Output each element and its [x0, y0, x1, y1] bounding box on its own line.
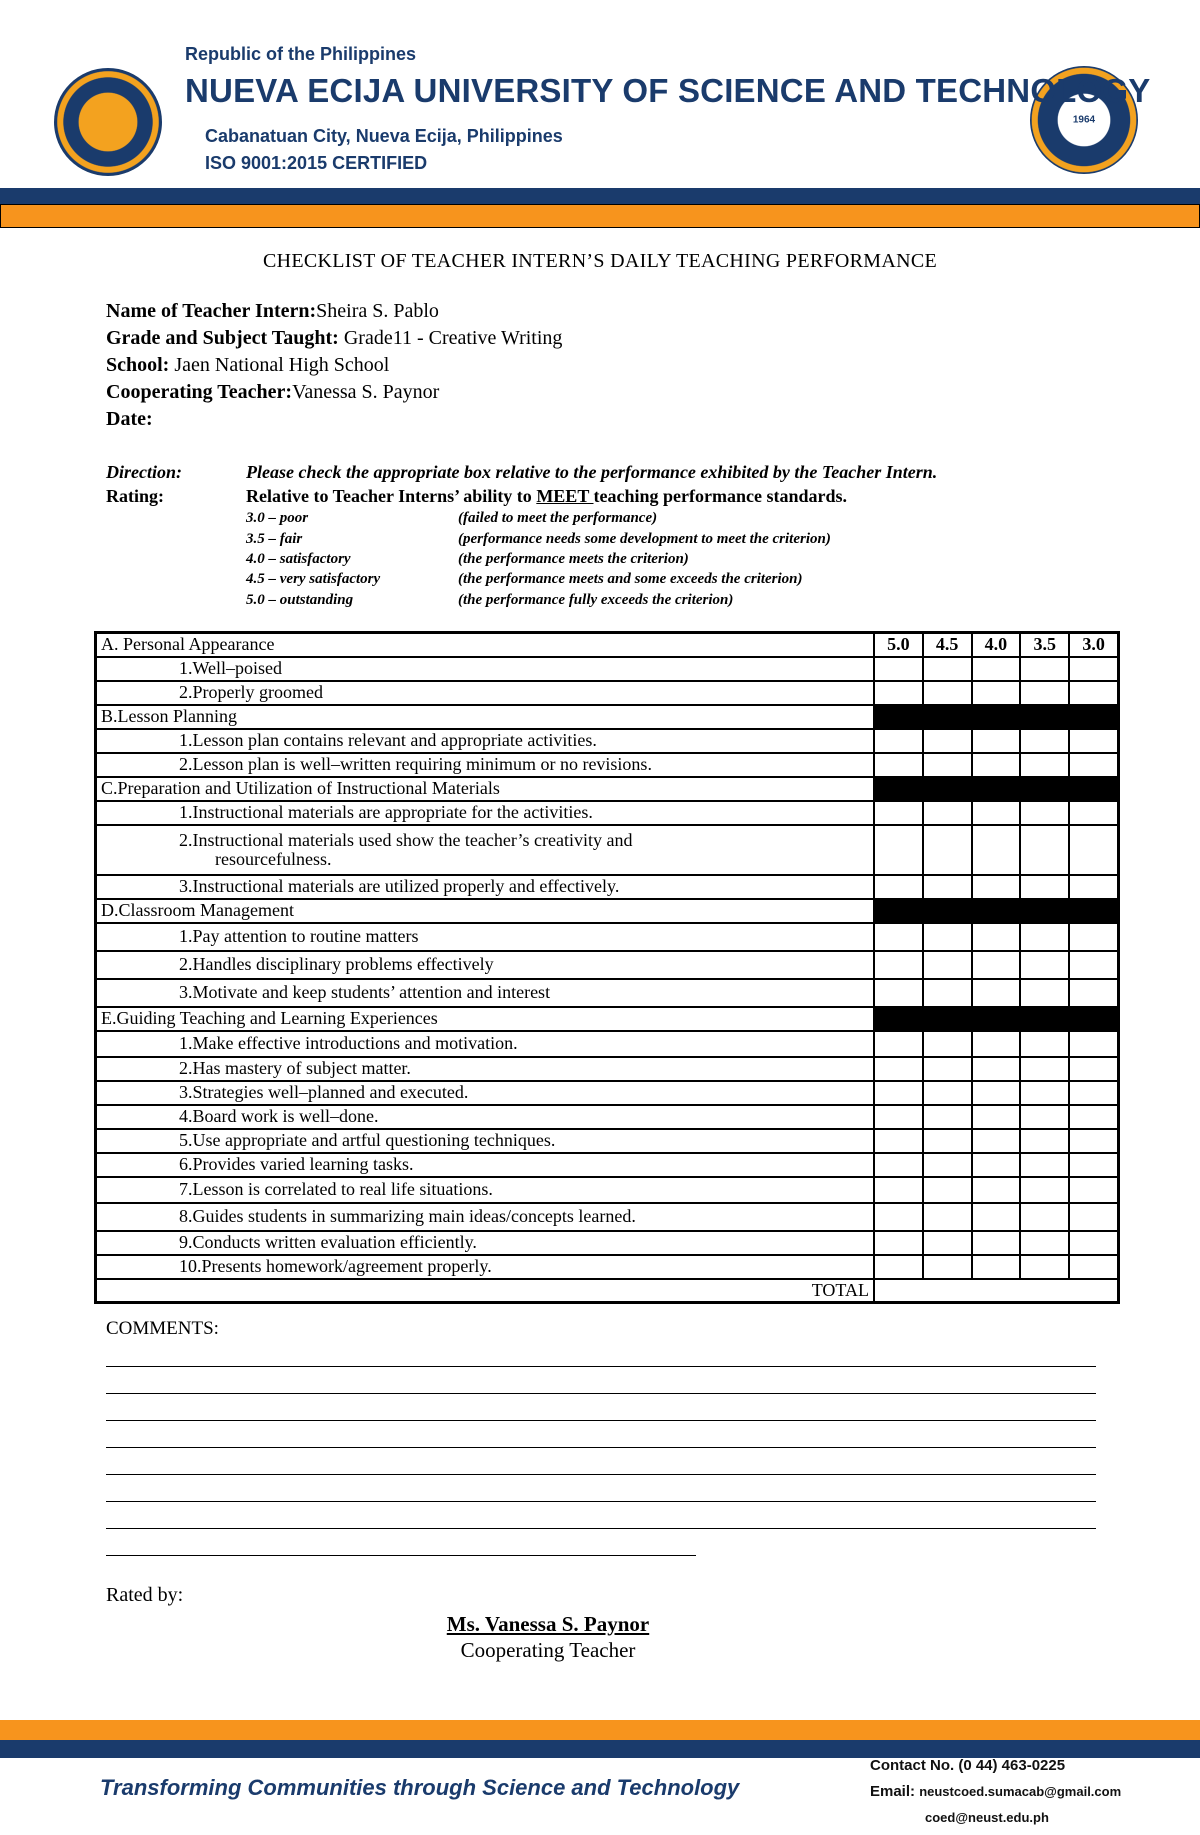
- score-checkbox[interactable]: [874, 1129, 923, 1153]
- criterion-label: 2.Lesson plan is well–written requiring minimum or no revisions.: [96, 753, 874, 777]
- score-checkbox[interactable]: [1069, 979, 1118, 1007]
- score-checkbox[interactable]: [1020, 1153, 1069, 1177]
- section-header-row: [96, 705, 1119, 729]
- score-checkbox[interactable]: [923, 801, 972, 825]
- section-blackout: [874, 705, 1119, 729]
- criterion-label: 1.Instructional materials are appropriate for the activities.: [96, 801, 874, 825]
- university-name: NUEVA ECIJA UNIVERSITY OF SCIENCE AND TECHNOLOGY: [185, 72, 1151, 109]
- footer-navy-band: [0, 1740, 1200, 1758]
- direction-label: Direction:: [106, 462, 182, 482]
- letterhead: [0, 0, 1200, 235]
- score-checkbox[interactable]: [972, 1231, 1021, 1255]
- section-title: C.Preparation and Utilization of Instructional Materials: [96, 777, 874, 801]
- email-label: Email:: [870, 1783, 916, 1800]
- score-checkbox[interactable]: [923, 1129, 972, 1153]
- score-checkbox[interactable]: [874, 951, 923, 979]
- score-checkbox[interactable]: [972, 681, 1021, 705]
- criterion-label: 3.Strategies well–planned and executed.: [96, 1081, 874, 1105]
- criterion-label: 2.Handles disciplinary problems effectively: [96, 951, 874, 979]
- score-checkbox[interactable]: [1069, 1031, 1118, 1057]
- criterion-label: 4.Board work is well–done.: [96, 1105, 874, 1129]
- footer-tagline: Transforming Communities through Science and Technology: [100, 1775, 740, 1800]
- criterion-label: [96, 825, 874, 875]
- score-checkbox[interactable]: [874, 1231, 923, 1255]
- score-checkbox[interactable]: [1020, 729, 1069, 753]
- score-checkbox[interactable]: [1020, 681, 1069, 705]
- total-row: [96, 1279, 1119, 1303]
- date-label: Date:: [106, 408, 153, 430]
- section-blackout: [874, 899, 1119, 923]
- score-checkbox[interactable]: [923, 1031, 972, 1057]
- score-checkbox[interactable]: [1069, 1203, 1118, 1231]
- school-label: School:: [106, 354, 170, 376]
- criterion-label: 1.Well–poised: [96, 657, 874, 681]
- score-checkbox[interactable]: [874, 1081, 923, 1105]
- section-title: B.Lesson Planning: [96, 705, 874, 729]
- republic-label: Republic of the Philippines: [185, 44, 417, 64]
- rating-text-end: teaching performance standards.: [593, 486, 847, 506]
- document-title: CHECKLIST OF TEACHER INTERN’S DAILY TEACHING PERFORMANCE: [262, 250, 938, 272]
- grade-subject-label: Grade and Subject Taught:: [106, 327, 339, 349]
- score-checkbox[interactable]: [1069, 1105, 1118, 1129]
- criterion-label: 7.Lesson is correlated to real life situations.: [96, 1177, 874, 1203]
- cooperating-teacher-label: Cooperating Teacher:: [106, 381, 293, 403]
- criterion-row: [96, 1031, 1119, 1057]
- score-header: 4.0: [972, 633, 1021, 657]
- criterion-label: 2.Has mastery of subject matter.: [96, 1057, 874, 1081]
- score-checkbox[interactable]: [923, 1153, 972, 1177]
- score-checkbox[interactable]: [1020, 1255, 1069, 1279]
- section-blackout: [874, 777, 1119, 801]
- university-address: Cabanatuan City, Nueva Ecija, Philippines: [205, 126, 563, 146]
- section-title: D.Classroom Management: [96, 899, 874, 923]
- rating-text-meet: MEET: [536, 486, 594, 506]
- school-value: Jaen National High School: [169, 354, 390, 376]
- score-checkbox[interactable]: [923, 1105, 972, 1129]
- performance-checklist-table: [94, 631, 1120, 1304]
- scale-score: 3.0 – poor: [246, 510, 309, 526]
- score-checkbox[interactable]: [923, 1081, 972, 1105]
- score-checkbox[interactable]: [874, 681, 923, 705]
- score-checkbox[interactable]: [972, 1081, 1021, 1105]
- score-checkbox[interactable]: [972, 1057, 1021, 1081]
- score-checkbox[interactable]: [923, 1255, 972, 1279]
- score-checkbox[interactable]: [972, 729, 1021, 753]
- comment-line[interactable]: [106, 1420, 1096, 1421]
- intern-name-label: Name of Teacher Intern:: [106, 300, 317, 322]
- score-checkbox[interactable]: [874, 1255, 923, 1279]
- score-checkbox[interactable]: [874, 801, 923, 825]
- intern-name-row: [106, 300, 439, 323]
- rater-name: Ms. Vanessa S. Paynor: [446, 1612, 650, 1636]
- intern-name-value: Sheira S. Pablo: [316, 300, 439, 322]
- comment-line[interactable]: [106, 1501, 1096, 1502]
- section-header-row: [96, 777, 1119, 801]
- criterion-label: 3.Motivate and keep students’ attention and interest: [96, 979, 874, 1007]
- score-checkbox[interactable]: [1020, 979, 1069, 1007]
- score-checkbox[interactable]: [923, 753, 972, 777]
- score-checkbox[interactable]: [874, 657, 923, 681]
- school-row: [106, 354, 389, 377]
- score-checkbox[interactable]: [972, 1031, 1021, 1057]
- score-checkbox[interactable]: [874, 923, 923, 951]
- criterion-label: 3.Instructional materials are utilized properly and effectively.: [96, 875, 874, 899]
- score-checkbox[interactable]: [1069, 1129, 1118, 1153]
- criterion-row: [96, 1057, 1119, 1081]
- score-checkbox[interactable]: [923, 825, 972, 875]
- section-title: A. Personal Appearance: [96, 633, 874, 657]
- date-row: [106, 408, 153, 431]
- rater-role: Cooperating Teacher: [460, 1638, 636, 1662]
- email-row: [870, 1783, 1121, 1800]
- score-checkbox[interactable]: [1069, 681, 1118, 705]
- scale-desc: (performance needs some development to meet the criterion): [458, 531, 831, 547]
- total-value-cell[interactable]: [874, 1279, 1119, 1303]
- criterion-label: 5.Use appropriate and artful questioning techniques.: [96, 1129, 874, 1153]
- score-checkbox[interactable]: [874, 1105, 923, 1129]
- scale-score: 5.0 – outstanding: [246, 592, 354, 608]
- score-checkbox[interactable]: [874, 729, 923, 753]
- score-checkbox[interactable]: [1069, 1153, 1118, 1177]
- score-checkbox[interactable]: [972, 875, 1021, 899]
- rated-by-label: Rated by:: [106, 1584, 184, 1606]
- score-checkbox[interactable]: [874, 1153, 923, 1177]
- score-checkbox[interactable]: [874, 825, 923, 875]
- score-checkbox[interactable]: [1020, 1105, 1069, 1129]
- score-checkbox[interactable]: [923, 681, 972, 705]
- criterion-row: [96, 657, 1119, 681]
- score-checkbox[interactable]: [972, 923, 1021, 951]
- score-checkbox[interactable]: [1069, 729, 1118, 753]
- criterion-label: 6.Provides varied learning tasks.: [96, 1153, 874, 1177]
- score-checkbox[interactable]: [874, 1177, 923, 1203]
- comment-line[interactable]: [106, 1555, 696, 1556]
- criterion-label: 1.Lesson plan contains relevant and appropriate activities.: [96, 729, 874, 753]
- score-checkbox[interactable]: [874, 1203, 923, 1231]
- score-checkbox[interactable]: [923, 1057, 972, 1081]
- criterion-row: [96, 801, 1119, 825]
- score-checkbox[interactable]: [972, 753, 1021, 777]
- scale-desc: (the performance meets and some exceeds the criterion): [458, 571, 803, 587]
- score-checkbox[interactable]: [923, 979, 972, 1007]
- contact-number: Contact No. (0 44) 463-0225: [870, 1757, 1066, 1774]
- comment-line[interactable]: [106, 1366, 1096, 1367]
- score-checkbox[interactable]: [972, 1129, 1021, 1153]
- score-checkbox[interactable]: [1020, 923, 1069, 951]
- email-primary[interactable]: neustcoed.sumacab@gmail.com: [919, 1784, 1122, 1799]
- score-checkbox[interactable]: [1069, 1177, 1118, 1203]
- score-checkbox[interactable]: [1020, 951, 1069, 979]
- score-checkbox[interactable]: [923, 729, 972, 753]
- header-navy-band: [0, 188, 1200, 204]
- score-checkbox[interactable]: [923, 1231, 972, 1255]
- score-header: 3.0: [1069, 633, 1118, 657]
- score-checkbox[interactable]: [874, 753, 923, 777]
- criterion-row: [96, 1203, 1119, 1231]
- score-checkbox[interactable]: [923, 1177, 972, 1203]
- scale-desc: (the performance meets the criterion): [458, 551, 689, 567]
- score-checkbox[interactable]: [1069, 1231, 1118, 1255]
- score-checkbox[interactable]: [972, 1153, 1021, 1177]
- score-checkbox[interactable]: [874, 1031, 923, 1057]
- score-checkbox[interactable]: [972, 1203, 1021, 1231]
- score-checkbox[interactable]: [874, 875, 923, 899]
- score-checkbox[interactable]: [1020, 1031, 1069, 1057]
- criterion-label: 1.Pay attention to routine matters: [96, 923, 874, 951]
- criterion-row: [96, 923, 1119, 951]
- criterion-row: [96, 1255, 1119, 1279]
- score-checkbox[interactable]: [1020, 825, 1069, 875]
- score-checkbox[interactable]: [1020, 1203, 1069, 1231]
- comment-line[interactable]: [106, 1393, 1096, 1394]
- grade-subject-value: Grade11 - Creative Writing: [338, 327, 563, 349]
- cooperating-teacher-value: Vanessa S. Paynor: [292, 381, 440, 403]
- score-checkbox[interactable]: [972, 1255, 1021, 1279]
- score-checkbox[interactable]: [1069, 951, 1118, 979]
- email-secondary[interactable]: coed@neust.edu.ph: [925, 1810, 1049, 1825]
- criterion-row: [96, 1081, 1119, 1105]
- criterion-row: [96, 1105, 1119, 1129]
- score-checkbox[interactable]: [1069, 753, 1118, 777]
- direction-text: Please check the appropriate box relative to the performance exhibited by the Teacher Intern.: [246, 462, 938, 482]
- criterion-label: 10.Presents homework/agreement properly.: [96, 1255, 874, 1279]
- criterion-row: [96, 753, 1119, 777]
- score-checkbox[interactable]: [1020, 801, 1069, 825]
- criterion-label-line: resourcefulness.: [215, 848, 332, 869]
- score-checkbox[interactable]: [874, 1057, 923, 1081]
- score-checkbox[interactable]: [1069, 801, 1118, 825]
- iso-certification: ISO 9001:2015 CERTIFIED: [205, 153, 428, 173]
- section-header-row: [96, 899, 1119, 923]
- score-checkbox[interactable]: [1020, 753, 1069, 777]
- score-checkbox[interactable]: [923, 1203, 972, 1231]
- score-checkbox[interactable]: [1020, 875, 1069, 899]
- score-checkbox[interactable]: [1020, 1177, 1069, 1203]
- scale-score: 4.5 – very satisfactory: [246, 571, 381, 587]
- criterion-row: [96, 979, 1119, 1007]
- score-checkbox[interactable]: [1069, 1255, 1118, 1279]
- scale-desc: (the performance fully exceeds the criterion): [458, 592, 734, 608]
- score-checkbox[interactable]: [874, 979, 923, 1007]
- criterion-row: [96, 825, 1119, 875]
- criterion-row: [96, 875, 1119, 899]
- criterion-row: [96, 1231, 1119, 1255]
- seal-year: 1964: [1072, 114, 1096, 126]
- comment-line[interactable]: [106, 1447, 1096, 1448]
- comment-line[interactable]: [106, 1528, 1096, 1529]
- score-checkbox[interactable]: [972, 801, 1021, 825]
- criterion-row: [96, 681, 1119, 705]
- section-title: E.Guiding Teaching and Learning Experiences: [96, 1007, 874, 1031]
- score-checkbox[interactable]: [1069, 825, 1118, 875]
- university-seal-icon: [54, 68, 162, 176]
- criterion-row: [96, 729, 1119, 753]
- rating-label: Rating:: [106, 486, 164, 506]
- score-checkbox[interactable]: [1020, 1081, 1069, 1105]
- section-header-row: [96, 633, 1119, 657]
- score-checkbox[interactable]: [972, 1177, 1021, 1203]
- criterion-label: 9.Conducts written evaluation efficiently.: [96, 1231, 874, 1255]
- score-checkbox[interactable]: [972, 951, 1021, 979]
- score-checkbox[interactable]: [923, 657, 972, 681]
- criterion-label: 1.Make effective introductions and motivation.: [96, 1031, 874, 1057]
- criterion-label-line: 2.Instructional materials used show the teacher’s creativity and: [179, 829, 633, 850]
- score-checkbox[interactable]: [1069, 1081, 1118, 1105]
- score-header: 4.5: [923, 633, 972, 657]
- score-checkbox[interactable]: [923, 923, 972, 951]
- cooperating-teacher-row: [106, 381, 439, 404]
- score-header: 5.0: [874, 633, 923, 657]
- score-checkbox[interactable]: [1069, 923, 1118, 951]
- criterion-label: 2.Properly groomed: [96, 681, 874, 705]
- score-checkbox[interactable]: [972, 979, 1021, 1007]
- scale-score: 3.5 – fair: [246, 531, 303, 547]
- score-checkbox[interactable]: [1020, 657, 1069, 681]
- score-checkbox[interactable]: [1020, 1129, 1069, 1153]
- total-label: TOTAL: [96, 1279, 874, 1303]
- score-checkbox[interactable]: [972, 825, 1021, 875]
- criterion-row: [96, 1129, 1119, 1153]
- section-blackout: [874, 1007, 1119, 1031]
- score-checkbox[interactable]: [972, 1105, 1021, 1129]
- score-checkbox[interactable]: [923, 875, 972, 899]
- score-checkbox[interactable]: [1069, 1057, 1118, 1081]
- rating-text-start: Relative to Teacher Interns’ ability to: [246, 486, 537, 506]
- comments-label: COMMENTS:: [106, 1318, 219, 1339]
- footer-orange-band: [0, 1720, 1200, 1740]
- rating-text: [246, 486, 847, 507]
- criterion-row: [96, 951, 1119, 979]
- criterion-label: 8.Guides students in summarizing main ideas/concepts learned.: [96, 1203, 874, 1231]
- score-checkbox[interactable]: [1069, 875, 1118, 899]
- criterion-row: [96, 1153, 1119, 1177]
- header-orange-band: [0, 204, 1200, 228]
- scale-desc: (failed to meet the performance): [458, 510, 658, 526]
- score-checkbox[interactable]: [1020, 1057, 1069, 1081]
- scale-score: 4.0 – satisfactory: [246, 551, 351, 567]
- section-header-row: [96, 1007, 1119, 1031]
- criterion-row: [96, 1177, 1119, 1203]
- score-checkbox[interactable]: [1069, 657, 1118, 681]
- score-checkbox[interactable]: [972, 657, 1021, 681]
- score-header: 3.5: [1020, 633, 1069, 657]
- score-checkbox[interactable]: [923, 951, 972, 979]
- grade-subject-row: [106, 327, 562, 350]
- comment-line[interactable]: [106, 1474, 1096, 1475]
- score-checkbox[interactable]: [1020, 1231, 1069, 1255]
